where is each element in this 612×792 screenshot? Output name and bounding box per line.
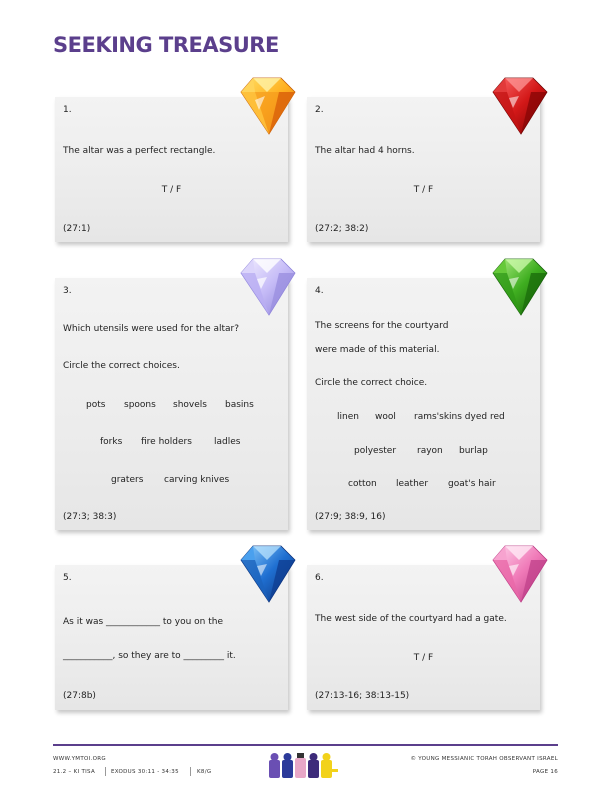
choice-goats-hair[interactable]: goat's hair bbox=[448, 479, 496, 489]
question-text: The altar was a perfect rectangle. bbox=[63, 146, 216, 156]
choice-fire-holders[interactable]: fire holders bbox=[141, 437, 192, 447]
question-text: Which utensils were used for the altar? bbox=[63, 324, 240, 334]
question-number: 2. bbox=[315, 105, 324, 115]
footer-lesson: 21.2 – KI TISA bbox=[53, 769, 96, 775]
choice-rams-skins-dyed-red[interactable]: rams'skins dyed red bbox=[414, 412, 505, 422]
true-false-choice[interactable]: T / F bbox=[413, 185, 434, 195]
footer-website[interactable]: WWW.YMTOI.ORG bbox=[53, 756, 106, 762]
question-number: 1. bbox=[63, 105, 72, 115]
choice-spoons[interactable]: spoons bbox=[124, 400, 156, 410]
choice-polyester[interactable]: polyester bbox=[354, 446, 397, 456]
scripture-reference: (27:9; 38:9, 16) bbox=[315, 512, 386, 522]
choice-forks[interactable]: forks bbox=[100, 437, 123, 447]
footer-page-number: PAGE 16 bbox=[532, 769, 558, 775]
blue-gem-icon bbox=[235, 542, 299, 604]
choice-rayon[interactable]: rayon bbox=[417, 446, 443, 456]
question-number: 5. bbox=[63, 573, 72, 583]
question-number: 6. bbox=[315, 573, 324, 583]
ymtoi-logo bbox=[268, 752, 348, 782]
choice-graters[interactable]: graters bbox=[111, 475, 144, 485]
green-gem-icon bbox=[487, 255, 551, 317]
fill-in-blank-text[interactable]: As it was ____________ to you on the bbox=[63, 617, 224, 627]
true-false-choice[interactable]: T / F bbox=[161, 185, 182, 195]
page-title: SEEKING TREASURE bbox=[53, 33, 279, 57]
question-number: 4. bbox=[315, 286, 324, 296]
pink-gem-icon bbox=[487, 542, 551, 604]
question-text: The altar had 4 horns. bbox=[315, 146, 415, 156]
scripture-reference: (27:3; 38:3) bbox=[63, 512, 117, 522]
choice-burlap[interactable]: burlap bbox=[459, 446, 488, 456]
choice-basins[interactable]: basins bbox=[225, 400, 254, 410]
footer-separator bbox=[190, 767, 191, 776]
choice-shovels[interactable]: shovels bbox=[173, 400, 207, 410]
choice-pots[interactable]: pots bbox=[86, 400, 106, 410]
true-false-choice[interactable]: T / F bbox=[413, 653, 434, 663]
fill-in-blank-text-continued[interactable]: ___________, so they are to _________ it. bbox=[63, 651, 236, 661]
choice-wool[interactable]: wool bbox=[375, 412, 396, 422]
scripture-reference: (27:2; 38:2) bbox=[315, 224, 369, 234]
lavender-gem-icon bbox=[235, 255, 299, 317]
question-text: The west side of the courtyard had a gate. bbox=[315, 614, 507, 624]
footer-divider bbox=[53, 744, 558, 746]
instruction-text: Circle the correct choice. bbox=[315, 378, 428, 388]
choice-carving-knives[interactable]: carving knives bbox=[164, 475, 230, 485]
choice-ladles[interactable]: ladles bbox=[214, 437, 241, 447]
footer-separator bbox=[105, 767, 106, 776]
orange-gem-icon bbox=[235, 74, 299, 136]
footer-grade: K8/G bbox=[197, 769, 212, 775]
question-text: The screens for the courtyard bbox=[315, 321, 449, 331]
choice-linen[interactable]: linen bbox=[337, 412, 359, 422]
question-number: 3. bbox=[63, 286, 72, 296]
red-gem-icon bbox=[487, 74, 551, 136]
question-text-continued: were made of this material. bbox=[315, 345, 440, 355]
choice-cotton[interactable]: cotton bbox=[348, 479, 377, 489]
choice-leather[interactable]: leather bbox=[396, 479, 429, 489]
footer-copyright: © YOUNG MESSIANIC TORAH OBSERVANT ISRAEL bbox=[410, 756, 558, 762]
scripture-reference: (27:8b) bbox=[63, 691, 96, 701]
scripture-reference: (27:1) bbox=[63, 224, 91, 234]
instruction-text: Circle the correct choices. bbox=[63, 361, 180, 371]
scripture-reference: (27:13-16; 38:13-15) bbox=[315, 691, 410, 701]
footer-scripture: EXODUS 30:11 - 34:35 bbox=[111, 769, 179, 775]
